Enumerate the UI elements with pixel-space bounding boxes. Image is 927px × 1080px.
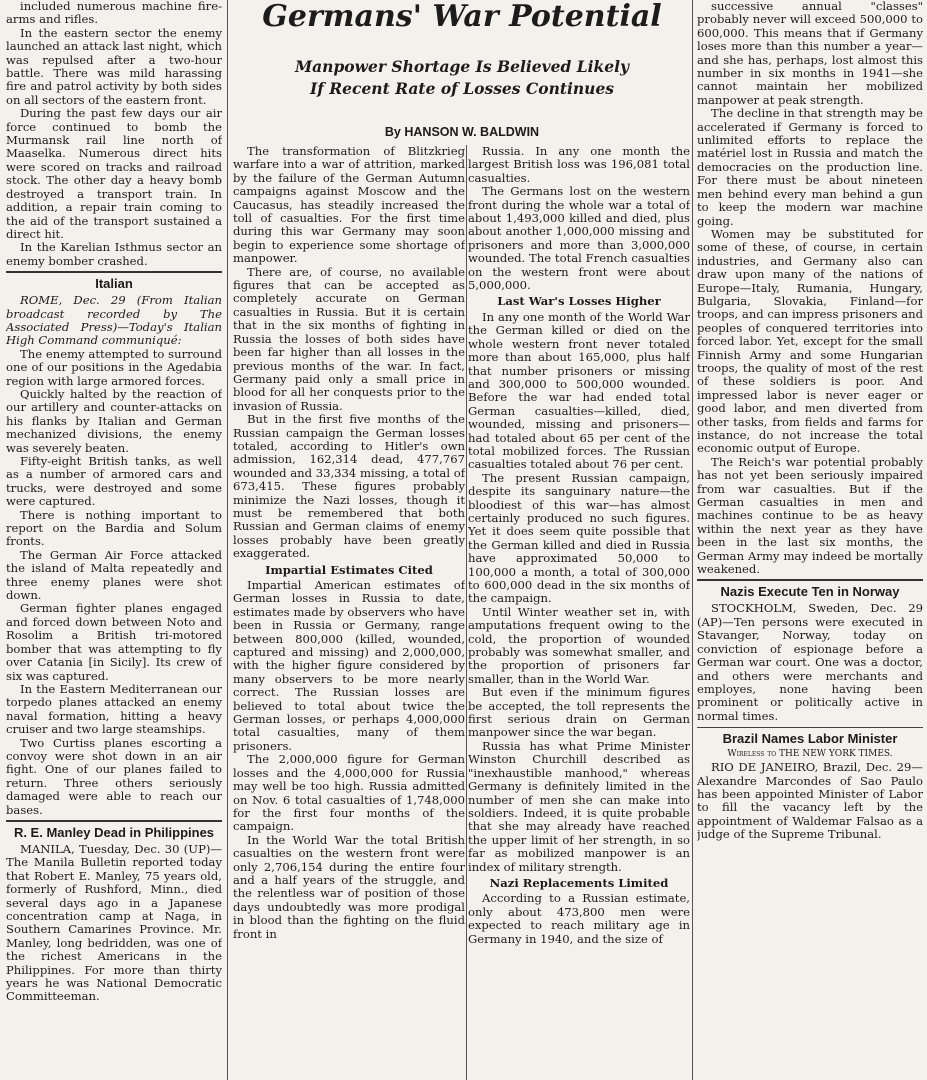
paragraph: successive annual "classes" probably never will exceed 500,000 to 600,000. This means that if Germany loses more than this number a year—and she has, perhaps, lost almost this number in six months in 1941—she cannot maintain her mobilized manpower at peak strength.: [697, 0, 923, 107]
paragraph: In the Eastern Mediterranean our torpedo planes attacked an enemy naval formation, hitting a heavy cruiser and two large steamships.: [6, 681, 222, 737]
paragraph: MANILA, Tuesday, Dec. 30 (UP)—The Manila Bulletin reported today that Robert E. Manley, 75 years old, formerly of Rushford, Minn., died several days ago in a Japanese concentration camp at Naga, in Southern Camarines Province. Mr. Manley, long bedridden, was one of the richest Americans in the Philippines. For more than thirty years he was National Democratic Committeeman.: [6, 841, 222, 1004]
article-part-3: [468, 145, 690, 292]
paragraph: But even if the minimum figures be accepted, the toll represents the first serious drain on German manpower since the war began.: [468, 685, 690, 740]
article-part-1: [233, 145, 465, 561]
paragraph: Women may be substituted for some of these, of course, in certain industries, and Germany also can draw upon many of the nations of Europe—Italy, Rumania, Hungary, Bulgaria, Slovakia, Finland—for troops, and can impress prisoners and peoples of conquered territories into forced labor. Yet, except for the small Finnish Army and some Hungarian troops, the quality of most of the rest of these soldiers is poor. And impressed labor is never eager or good labor, and men diverted from other tasks, from fields and farms for instance, do not increase the total economic output of Europe.: [697, 226, 923, 456]
article-part-5: [468, 892, 690, 946]
paragraph: Fifty-eight British tanks, as well as a number of armored cars and trucks, were destroyed and some were captured.: [6, 454, 222, 509]
manley-head: R. E. Manley Dead in Philippines: [13, 824, 215, 840]
paragraph: Russia. In any one month the largest British loss was 196,081 total casualties.: [468, 145, 690, 185]
paragraph: STOCKHOLM, Sweden, Dec. 29 (AP)—Ten persons were executed in Stavanger, Norway, today on conviction of espionage before a German war court. One was a doctor, and others were merchants and employes, none having been prominent or politically active in normal times.: [697, 601, 923, 723]
subhead-last-war: Last War's Losses Higher: [497, 294, 661, 309]
paragraph: The Germans lost on the western front during the whole war a total of about 1,493,000 killed and died, plus about another 1,000,000 missing and prisoners and more than 3,000,000 wounded. The total French casualties on the western front were about 5,000,000.: [468, 184, 690, 293]
paragraph: There are, of course, no available figures that can be accepted as completely accurate on German casualties in Russia. But it is certain that in the six months of fighting in Russia the losses of both sides have been far higher than all losses in the previous months of the war. In fact, Germany paid only a small price in blood for all her conquests prior to the invasion of Russia.: [233, 264, 465, 413]
section-divider: [6, 271, 222, 273]
paragraph: In the World War the total British casualties on the western front were only 2,706,154 during the entire four and a half years of the struggle, and the relentless war of position of those days undoubtedly was more prodigal in blood than the fighting on the fluid front in: [233, 832, 465, 941]
column-rule-2: [692, 0, 693, 1080]
paragraph: But in the first five months of the Russian campaign the German losses totaled, according to Hitler's own admission, 162,314 dead, 477,767 wounded and 33,334 missing, a total of 673,415. These figures probably minimize the Nazi losses, though it must be remembered that both Russian and German claims of enemy losses probably have been greatly exaggerated.: [233, 412, 465, 561]
paragraph: The transformation of Blitzkrieg warfare into a war of attrition, marked by the failure of the German Autumn campaigns against Moscow and the Caucasus, has steadily increased the toll of casualties. For the first time during this war Germany may soon begin to experience some shortage of manpower.: [233, 145, 465, 266]
manley-article: [6, 843, 222, 1004]
karelia-continuation: [6, 0, 222, 268]
column-rule-1: [227, 0, 228, 1080]
paragraph: The Reich's war potential probably has not yet been seriously impaired from war casualties. But if the German casualties in men and machines continue to be as heavy within the next year as they have been in the last six months, the German Army may indeed be mortally weakened.: [697, 454, 923, 577]
paragraph: Quickly halted by the reaction of our artillery and counter-attacks on his flanks by Italian and German mechanized divisions, the enemy was severely beaten.: [6, 386, 222, 455]
article-part-2: [233, 579, 465, 941]
paragraph: Russia has what Prime Minister Winston Churchill described as "inexhaustible manhood," whereas Germany is definitely limited in the number of men she can make into soldiers. Indeed, it is quite probable that she may already have reached the upper limit of her strength, in so far as mobilized manpower is an index of military strength.: [468, 738, 690, 874]
section-divider: [697, 727, 923, 728]
deck-line-2: If Recent Rate of Losses Continues: [309, 79, 615, 98]
brazil-credit: Wireless to THE NEW YORK TIMES.: [727, 749, 893, 760]
paragraph: The enemy attempted to surround one of our positions in the Agedabia region with large armored forces.: [6, 346, 222, 388]
brazil-head: Brazil Names Labor Minister: [722, 731, 898, 747]
column-article-2: [468, 145, 690, 1080]
byline: By HANSON W. BALDWIN: [384, 125, 540, 139]
article-part-6: [697, 0, 923, 576]
column-rule-center: [466, 145, 467, 1080]
deck-line-1: Manpower Shortage Is Believed Likely: [294, 57, 630, 76]
paragraph: There is nothing important to report on the Bardia and Solum fronts.: [6, 507, 222, 549]
article-part-4: [468, 311, 690, 874]
column-article-1: [233, 145, 465, 1080]
paragraph: Until Winter weather set in, with amputations frequent owing to the cold, the proportion of wounded probably was somewhat smaller, and the proportion of prisoners far smaller, than in the World War.: [468, 604, 690, 686]
subhead-impartial: Impartial Estimates Cited: [265, 562, 433, 577]
italian-dateline: ROME, Dec. 29 (From Italian broadcast recorded by The Associated Press)—Today's Italian High Command communiqué:: [6, 293, 222, 348]
headline: Germans' War Potential: [262, 0, 662, 34]
paragraph: RIO DE JANEIRO, Brazil, Dec. 29—Alexandre Marcondes of Sao Paulo has been appointed Minister of Labor to fill the vacancy left by the appointment of Waldemar Falsao as a judge of the Supreme Tribunal.: [697, 760, 923, 842]
paragraph: The 2,000,000 figure for German losses and the 4,000,000 for Russia may well be too high. Russia admitted on Nov. 6 total casualties of 1,748,000 for the first four months of the campaign.: [233, 752, 465, 834]
paragraph: The present Russian campaign, despite its sanguinary nature—the bloodiest of this war—has almost certainly produced no such figures. Yet it does seem quite possible that the German killed and died in Russia have approximated 50,000 to 100,000 a month, a total of 300,000 to 600,000 dead in the six months of the campaign.: [468, 470, 690, 606]
paragraph: According to a Russian estimate, only about 473,800 men were expected to reach military age in Germany in 1940, and the size of: [468, 891, 690, 946]
italian-communique: [6, 348, 222, 817]
paragraph: German fighter planes engaged and forced down between Noto and Rosolim a British tri-motored bomber that was attempting to fly over Catania [in Sicily]. Its crew of six was captured.: [6, 601, 222, 683]
paragraph: During the past few days our air force continued to bomb the Murmansk rail line north of Maaselka. Numerous direct hits were scored on tracks and railroad stock. The other day a heavy bomb destroyed a transport train. In addition, a repair train coming to the aid of the transport sustained a direct hit.: [6, 106, 222, 241]
paragraph: Impartial American estimates of German losses in Russia to date, estimates made by observers who have been in Russia or Germany, range between 800,000 (killed, wounded, captured and missing) and 2,000,000, with the higher figure considered by many observers to be more nearly correct. The Russian losses are believed to total about twice the German losses, or perhaps 4,000,000 total casualties, many of them prisoners.: [233, 578, 465, 753]
norway-head: Nazis Execute Ten in Norway: [720, 584, 900, 600]
column-left: [6, 0, 222, 1080]
norway-article: [697, 602, 923, 723]
brazil-article: [697, 761, 923, 841]
paragraph: In the Karelian Isthmus sector an enemy bomber crashed.: [6, 240, 222, 268]
paragraph: The decline in that strength may be accelerated if Germany is forced to unlimited efforts to replace the matériel lost in Russia and match the democracies on the production line. For there must be about nineteen men behind every man behind a gun to keep the modern war machine going.: [697, 106, 923, 228]
italian-head: Italian: [95, 276, 133, 292]
paragraph: In the eastern sector the enemy launched an attack last night, which was repulsed after a two-hour battle. There was mild harassing fire and patrol activity by both sides on all sectors of the eastern front.: [6, 25, 222, 107]
paragraph: Two Curtiss planes escorting a convoy were shot down in an air fight. One of our planes failed to return. Three others seriously damaged were able to reach our bases.: [6, 735, 222, 817]
deck: [236, 56, 688, 100]
paragraph: The German Air Force attacked the island of Malta repeatedly and three enemy planes were shot down.: [6, 547, 222, 603]
paragraph: included numerous machine fire-arms and rifles.: [6, 0, 222, 27]
subhead-nazi-replacements: Nazi Replacements Limited: [489, 875, 669, 890]
section-divider: [697, 579, 923, 581]
section-divider: [6, 820, 222, 822]
column-right: [697, 0, 923, 1080]
paragraph: In any one month of the World War the German killed or died on the whole western front never totaled more than about 165,000, plus half that number prisoners or missing and 300,000 to 500,000 wounded. Before the war had ended total German casualties—killed, died, wounded, missing and prisoners—had totaled about 65 per cent of the total mobilized forces. The Russian casualties totaled about 76 per cent.: [468, 309, 690, 472]
